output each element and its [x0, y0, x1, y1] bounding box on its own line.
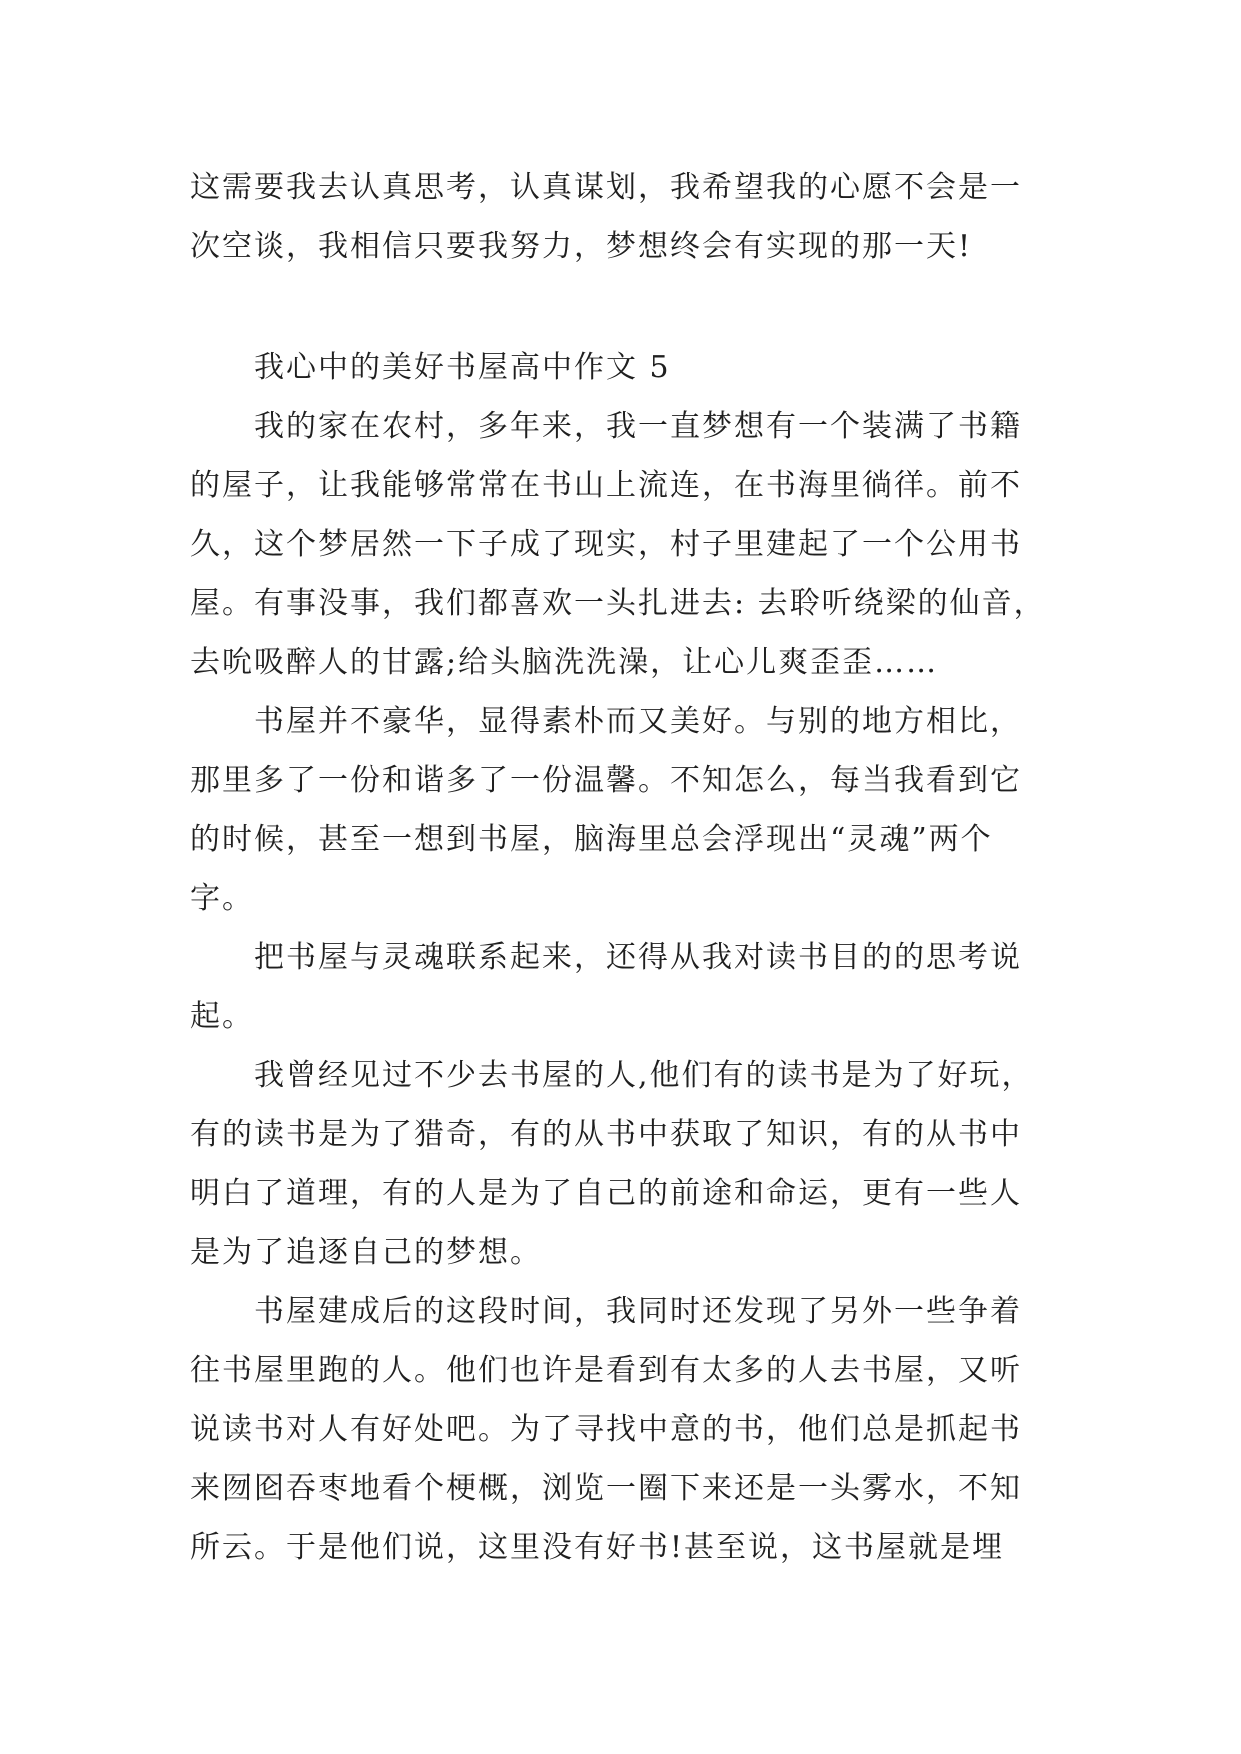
text-line: 这需要我去认真思考，认真谋划，我希望我的心愿不会是一: [190, 170, 1022, 205]
text-line: 书屋并不豪华，显得素朴而又美好。与别的地方相比，: [254, 704, 1022, 739]
text-line: 的屋子，让我能够常常在书山上流连，在书海里徜徉。前不: [190, 468, 1022, 503]
text-line: 字。: [190, 881, 254, 916]
paragraph: [190, 397, 1056, 692]
essay-title-block: [190, 338, 1056, 397]
intro-paragraph: [190, 158, 1056, 276]
text-line: 书屋建成后的这段时间，我同时还发现了另外一些争着: [254, 1294, 1022, 1329]
text-line: 次空谈，我相信只要我努力，梦想终会有实现的那一天!: [190, 229, 973, 264]
text-line: 我的家在农村，多年来，我一直梦想有一个装满了书籍: [254, 409, 1022, 444]
text-line: 久，这个梦居然一下子成了现实，村子里建起了一个公用书: [190, 527, 1022, 562]
text-line: 来囫囵吞枣地看个梗概，浏览一圈下来还是一头雾水，不知: [190, 1471, 1022, 1506]
text-line: 是为了追逐自己的梦想。: [190, 1235, 542, 1270]
text-line: 说读书对人有好处吧。为了寻找中意的书，他们总是抓起书: [190, 1412, 1022, 1447]
text-line: 我曾经见过不少去书屋的人,他们有的读书是为了好玩，: [254, 1058, 1034, 1093]
essay-body: [190, 397, 1056, 1577]
text-line: 那里多了一份和谐多了一份温馨。不知怎么，每当我看到它: [190, 763, 1022, 798]
text-line: 屋。有事没事，我们都喜欢一头扎进去: 去聆听绕梁的仙音，: [190, 586, 1046, 621]
paragraph: [190, 928, 1056, 1046]
text-line: 明白了道理，有的人是为了自己的前途和命运，更有一些人: [190, 1176, 1022, 1211]
paragraph: [190, 692, 1056, 928]
text-line: 把书屋与灵魂联系起来，还得从我对读书目的的思考说: [254, 940, 1022, 975]
text-line: 所云。于是他们说，这里没有好书!甚至说，这书屋就是埋: [190, 1530, 1005, 1565]
text-line: 的时候，甚至一想到书屋，脑海里总会浮现出“灵魂”两个: [190, 822, 993, 857]
text-line: 有的读书是为了猎奇，有的从书中获取了知识，有的从书中: [190, 1117, 1022, 1152]
paragraph: [190, 1282, 1056, 1577]
text-line: 起。: [190, 999, 254, 1034]
text-line: 去吮吸醉人的甘露;给头脑洗洗澡，让心儿爽歪歪……: [190, 645, 939, 680]
text-line: 往书屋里跑的人。他们也许是看到有太多的人去书屋，又听: [190, 1353, 1022, 1388]
essay-title: 我心中的美好书屋高中作文 5: [254, 350, 671, 385]
paragraph: [190, 1046, 1056, 1282]
